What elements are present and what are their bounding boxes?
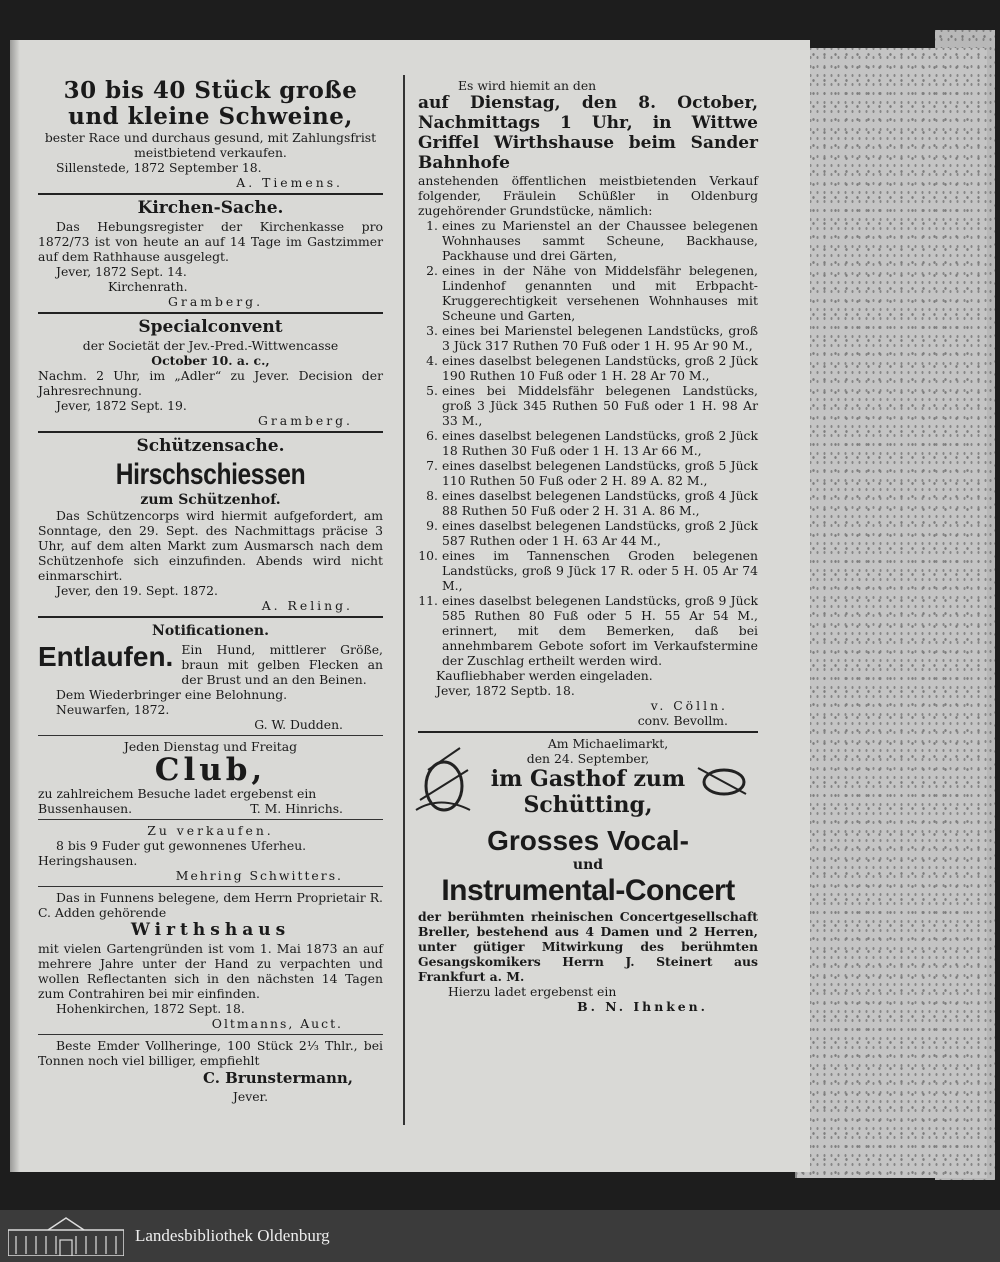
back-page	[795, 48, 987, 1178]
entl-title: Entlaufen.	[38, 641, 174, 672]
conv-date: October 10. a. c.,	[151, 353, 270, 368]
entl-reward: Dem Wiederbringer eine Belohnung.	[56, 687, 288, 702]
schuetz-title: Schützensache.	[136, 436, 285, 456]
verk-sign: Mehring Schwitters.	[175, 868, 343, 883]
pigs-text: bester Race und durchaus gesund, mit Zahlungsfrist meistbietend verkaufen.	[44, 130, 377, 160]
club-sign: T. M. Hinrichs.	[250, 801, 343, 816]
auction-item-text: eines daselbst belegenen Landstücks, groß 2 Jück 587 Ruthen oder 1 H. 63 Ar 44 M.,	[442, 518, 758, 548]
auction-item	[418, 263, 758, 323]
club-text: zu zahlreichem Besuche ladet ergebenst ein	[38, 786, 317, 801]
auction-item-text: eines bei Middelsfähr belegenen Landstücks, groß 3 Jück 345 Ruthen 50 Fuß oder 1 H. 98 Ar 33 M.,	[442, 383, 758, 428]
kirchen-date: Jever, 1872 Sept. 14.	[56, 264, 187, 279]
pigs-place: Sillenstede, 1872 September 18.	[56, 160, 262, 175]
auction-date: Jever, 1872 Septb. 18.	[436, 683, 575, 698]
auction-item	[418, 353, 758, 383]
auction-item-number: 4.	[426, 353, 438, 368]
und-text: und	[572, 857, 604, 873]
auction-item-text: eines im Tannenschen Groden belegenen Landstücks, groß 9 Jück 17 R. oder 5 H. 05 Ar 74 M.,	[442, 548, 758, 593]
kirchen-org: Kirchenrath.	[108, 279, 188, 294]
divider	[38, 819, 383, 820]
hirsch-title: Hirschschiessen	[115, 458, 306, 491]
auction-item-text: eines daselbst belegenen Landstücks, groß 5 Jück 110 Ruthen 50 Fuß oder 2 H. 89 A. 82 M.,	[442, 458, 758, 488]
library-building-logo-icon	[8, 1216, 124, 1256]
auction-item-number: 11.	[418, 593, 438, 608]
violin-right-icon	[694, 760, 750, 800]
her-sign: C. Brunstermann,	[203, 1069, 353, 1087]
verk-text: 8 bis 9 Fuder gut gewonnenes Uferheu.	[56, 838, 307, 853]
auction-item-number: 2.	[426, 263, 438, 278]
divider	[38, 616, 383, 618]
hirsch-date: Jever, den 19. Sept. 1872.	[56, 583, 218, 598]
club-place: Bussenhausen.	[38, 801, 133, 816]
entl-sign: G. W. Dudden.	[254, 717, 343, 732]
entl-place: Neuwarfen, 1872.	[56, 702, 170, 717]
wirth-text1: Das in Funnens belegene, dem Herrn Proprietair R. C. Adden gehörende	[38, 890, 383, 920]
page-fold	[10, 40, 20, 1172]
concert-text: der berühmten rheinischen Concertgesellschaft Breller, bestehend aus 4 Damen und 2 Herren, unter gütiger Mitwirkung des berühmten Gesangskomikers Herrn J. Steinert aus Frankfurt a. M.	[418, 909, 758, 984]
auction-item	[418, 323, 758, 353]
conv-sign: Gramberg.	[257, 413, 353, 428]
mich-line2: den 24. September,	[526, 751, 650, 766]
auction-item-number: 3.	[426, 323, 438, 338]
wirth-place: Hohenkirchen, 1872 Sept. 18.	[56, 1001, 245, 1016]
conv-title: Specialconvent	[138, 317, 283, 337]
auction-item	[418, 593, 758, 668]
auction-item-text: eines bei Marienstel belegenen Landstücks, groß 3 Jück 317 Ruthen 70 Fuß oder 1 H. 95 Ar 90 M.,	[442, 323, 758, 353]
kirchen-text: Das Hebungsregister der Kirchenkasse pro 1872/73 ist von heute an auf 14 Tage im Gastzimmer auf dem Rathhause ausgelegt.	[38, 219, 383, 264]
vocal-title: Grosses Vocal-	[487, 825, 689, 856]
verk-place: Heringshausen.	[38, 853, 138, 868]
auction-title: auf Dienstag, den 8. October, Nachmittags 1 Uhr, in Wittwe Griffel Wirthshause beim Sander Bahnhofe	[418, 93, 758, 173]
divider	[38, 1034, 383, 1035]
auction-sign: v. Cölln.	[650, 698, 728, 713]
divider	[38, 193, 383, 195]
verk-title: Zu verkaufen.	[147, 823, 274, 838]
wirth-sign: Oltmanns, Auct.	[211, 1016, 343, 1031]
pigs-title: 30 bis 40 Stück große und kleine Schweine,	[63, 77, 358, 130]
library-name[interactable]: Landesbibliothek Oldenburg	[135, 1226, 330, 1245]
right-column	[418, 78, 758, 1014]
kirchen-sign: Gramberg.	[168, 294, 264, 309]
club-title: Club,	[154, 752, 267, 788]
divider	[38, 735, 383, 736]
hirsch-sub: zum Schützenhof.	[140, 492, 281, 508]
auction-items	[418, 218, 758, 668]
mich-line1: Am Michaelimarkt,	[547, 736, 669, 751]
conv-place: Jever, 1872 Sept. 19.	[56, 398, 187, 413]
auction-item	[418, 548, 758, 593]
auction-item	[418, 458, 758, 488]
auction-item	[418, 383, 758, 428]
conv-text1: der Societät der Jev.-Pred.-Wittwencasse	[82, 338, 339, 353]
auction-text: anstehenden öffentlichen meistbietenden Verkauf folgender, Fräulein Schüßler in Oldenburg zugehörender Grundstücke, nämlich:	[418, 173, 758, 218]
instr-title: Instrumental-Concert	[441, 874, 735, 907]
auction-item-text: eines daselbst belegenen Landstücks, groß 9 Jück 585 Ruthen 80 Fuß oder 5 H. 55 Ar 54 M., erinnert, mit dem Bemerken, daß bei annehmbarem Gebote sofort im Verkaufstermine der Zuschlag ertheilt werden wird.	[442, 593, 758, 668]
kirchen-title: Kirchen-Sache.	[137, 198, 284, 218]
concert-sign: B. N. Ihnken.	[577, 999, 708, 1014]
divider	[38, 886, 383, 887]
divider	[38, 312, 383, 314]
notif-title: Notificationen.	[152, 623, 269, 639]
auction-item	[418, 218, 758, 263]
auction-sign2: conv. Bevollm.	[637, 713, 728, 728]
auction-item	[418, 488, 758, 518]
auction-item-number: 5.	[426, 383, 438, 398]
pigs-sign: A. Tiemens.	[236, 175, 343, 190]
auction-item-number: 7.	[426, 458, 438, 473]
concert-invite: Hierzu ladet ergebenst ein	[448, 984, 617, 999]
entl-text: Ein Hund, mittlerer Größe, braun mit gelben Flecken an der Brust und an den Beinen.	[181, 642, 383, 687]
column-divider	[403, 75, 405, 1125]
auction-item	[418, 428, 758, 458]
her-text: Beste Emder Vollheringe, 100 Stück 2⅓ Thlr., bei Tonnen noch viel billiger, empfiehlt	[38, 1038, 383, 1068]
gasthof-title: im Gasthof zum	[490, 766, 686, 792]
hirsch-sign: A. Reling.	[261, 598, 353, 613]
auction-item-text: eines daselbst belegenen Landstücks, groß 2 Jück 190 Ruthen 10 Fuß oder 1 H. 28 Ar 70 M.,	[442, 353, 758, 383]
club-pre: Jeden Dienstag und Freitag	[123, 739, 298, 754]
auction-intro: Es wird hiemit an den	[458, 78, 597, 93]
auction-item-text: eines in der Nähe von Middelsfähr belegenen, Lindenhof genannten und mit Erbpacht-Kruggerechtigkeit versehenen Wohnhauses mit Scheune und Garten,	[442, 263, 758, 323]
schuetting-title: Schütting,	[523, 792, 653, 818]
left-column	[38, 78, 383, 1104]
auction-item-number: 1.	[426, 218, 438, 233]
hirsch-text: Das Schützencorps wird hiermit aufgefordert, am Sonntage, den 29. Sept. des Nachmittags präcise 3 Uhr, auf dem alten Markt zum Ausmarsch nach dem Schützenhofe sich einzufinden. Abends wird nicht einmarschirt.	[38, 508, 383, 583]
divider	[38, 431, 383, 433]
her-place: Jever.	[232, 1089, 269, 1104]
auction-item-number: 6.	[426, 428, 438, 443]
conv-text2: Nachm. 2 Uhr, im „Adler“ zu Jever. Decision der Jahresrechnung.	[38, 368, 383, 398]
auction-kauf: Kaufliebhaber werden eingeladen.	[436, 668, 653, 683]
wirth-text2: mit vielen Gartengründen ist vom 1. Mai 1873 an auf mehrere Jahre unter der Hand zu verpachten und wollen Reflectanten sich in den nächsten 14 Tagen zum Contrahiren bei mir einfinden.	[38, 941, 383, 1001]
auction-item-text: eines zu Marienstel an der Chaussee belegenen Wohnhauses sammt Scheune, Backhause, Packhause und drei Gärten,	[442, 218, 758, 263]
divider	[418, 731, 758, 733]
auction-item-text: eines daselbst belegenen Landstücks, groß 2 Jück 18 Ruthen 30 Fuß oder 1 H. 13 Ar 66 M.,	[442, 428, 758, 458]
auction-item	[418, 518, 758, 548]
violin-ornament-icon	[410, 740, 476, 816]
auction-item-number: 9.	[426, 518, 438, 533]
auction-item-text: eines daselbst belegenen Landstücks, groß 4 Jück 88 Ruthen 50 Fuß oder 2 H. 31 A. 86 M.,	[442, 488, 758, 518]
auction-item-number: 8.	[426, 488, 438, 503]
wirth-title: Wirthshaus	[130, 920, 291, 940]
auction-item-number: 10.	[418, 548, 438, 563]
